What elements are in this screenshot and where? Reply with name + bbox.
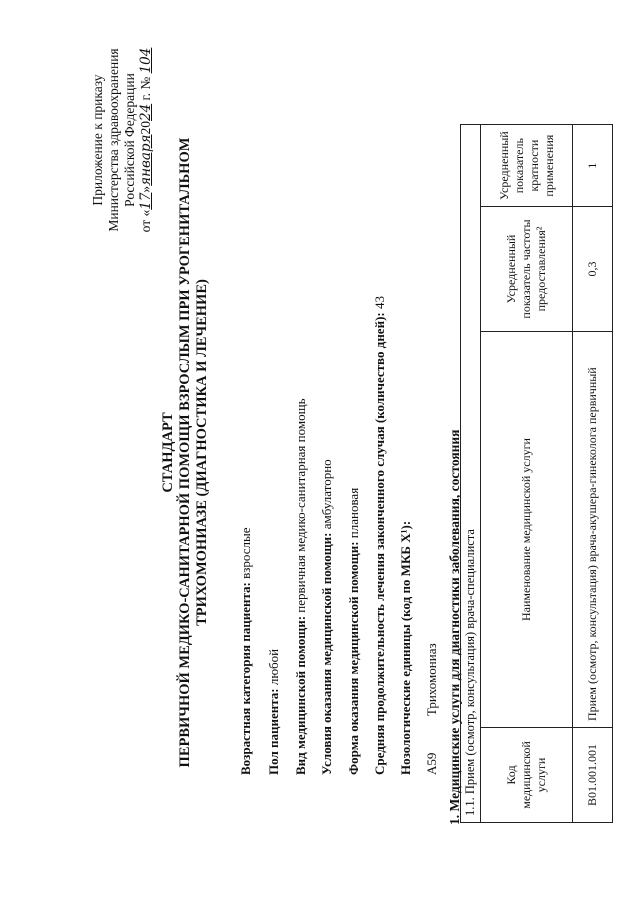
column-header-frequency: Усредненный показатель частоты предоставления² (481, 207, 573, 332)
row-multiplicity: 1 (573, 125, 613, 207)
nosology-name: Трихомониаз (424, 643, 439, 717)
header-line-3: Российской Федерации (122, 73, 137, 207)
row-code: B01.001.001 (573, 728, 613, 823)
table-row (573, 125, 613, 823)
field-avg-duration: Средняя продолжительность лечения законченного случая (количество дней): 43 (372, 296, 387, 775)
handwritten-order-number: 104 (138, 47, 154, 74)
handwritten-year: 24 (138, 103, 154, 121)
column-header-multiplicity: Усредненный показатель кратности применения (481, 125, 573, 207)
header-line-2: Министерства здравоохранения (106, 48, 121, 232)
field-nosology: Нозологические единицы (код по МКБ Х¹): (398, 520, 413, 775)
column-header-code: Код медицинской услуги (481, 728, 573, 823)
row-frequency: 0,3 (573, 207, 613, 332)
document-header (90, 5, 154, 275)
table-subheading: 1.1. Прием (осмотр, консультация) врача-специалиста (461, 125, 481, 823)
title-line-2: ПЕРВИЧНОЙ МЕДИКО-САНИТАРНОЙ ПОМОЩИ ВЗРОСЛЫМ ПРИ УРОГЕНИТАЛЬНОМ (177, 137, 193, 768)
header-line-1: Приложение к приказу (90, 74, 105, 206)
column-header-name: Наименование медицинской услуги (481, 332, 573, 728)
field-care-type: Вид медицинской помощи: первичная медико-санитарная помощь (293, 398, 308, 775)
field-age-category: Возрастная категория пациента: взрослые (238, 527, 253, 775)
services-table (460, 124, 613, 823)
nosology-row (424, 643, 440, 775)
title-line-3: ТРИХОМОНИАЗЕ (ДИАГНОСТИКА И ЛЕЧЕНИЕ) (194, 279, 210, 626)
handwritten-day: 17 (138, 192, 154, 210)
row-service-name: Прием (осмотр, консультация) врача-акушера-гинеколога первичный (573, 332, 613, 728)
section-1-heading: 1. Медицинские услуги для диагностики заболевания, состояния (447, 429, 462, 825)
header-date-line: от «17»января2024 г. № 104 (138, 47, 154, 233)
field-care-conditions: Условия оказания медицинской помощи: амбулаторно (319, 459, 334, 775)
field-care-form: Форма оказания медицинской помощи: плановая (346, 487, 361, 775)
handwritten-month: января (138, 134, 154, 186)
nosology-code: A59 (424, 752, 439, 775)
field-sex: Пол пациента: любой (266, 648, 281, 775)
title-standard: СТАНДАРТ (160, 412, 176, 493)
